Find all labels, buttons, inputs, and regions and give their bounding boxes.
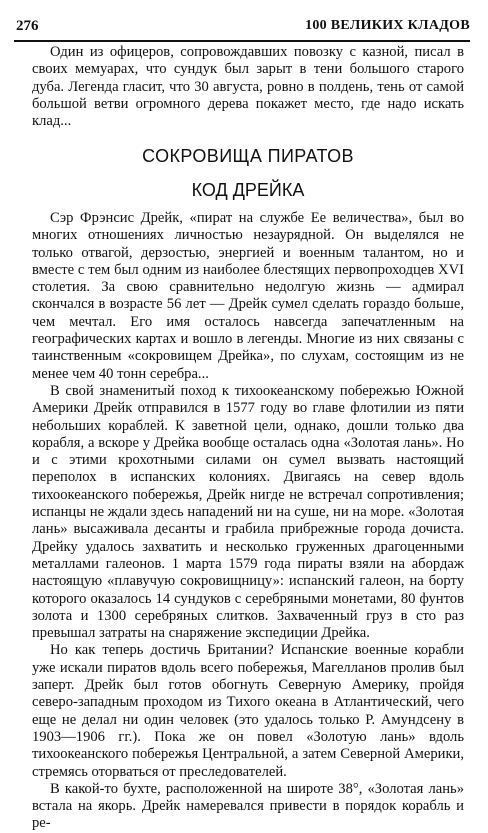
running-header <box>14 18 470 42</box>
paragraph: В какой-то бухте, расположенной на широте 38°, «Золотая лань» встала на якорь. Дрейк намеревался привести в порядок корабль и ре- <box>32 780 464 832</box>
intro-text <box>32 44 464 130</box>
section-subtitle: КОД ДРЕЙКА <box>191 180 305 200</box>
paragraph: Один из офицеров, сопровождавших повозку с казной, писал в своих мемуарах, что сундук был зарыт в тени большого старого дуба. Легенда гласит, что 30 августа, ровно в полдень, тень от самой большой ветви огромного дерева покажет место, где надо искать клад... <box>32 44 464 130</box>
page-number: 276 <box>16 18 39 34</box>
article-text <box>32 210 464 833</box>
book-title: 100 ВЕЛИКИХ КЛАДОВ <box>305 18 470 33</box>
paragraph: Но как теперь достичь Британии? Испанские военные корабли уже искали пиратов вдоль всего побережья, Магелланов пролив был заперт. Дрейк был готов обогнуть Северную Америку, пройдя северо-западным проходом из Тихого океана в Атлантический, чего еще не делал ни один человек (это удалось только Р. Амундсену в 1903—1906 гг.). Пока же он повел «Золотую лань» вдоль тихоокеанского побережья Центральной, а затем Северной Америки, стремясь оторваться от преследователей. <box>32 642 464 780</box>
paragraph: В свой знаменитый поход к тихоокеанскому побережью Южной Америки Дрейк отправился в 1577 году во главе флотилии из пяти небольших кораблей. К заветной цели, однако, дошли только два корабля, а вскоре у Дрейка вообще осталась одна «Золотая лань». Но и с этими крохотными силами он сумел вызвать настоящий переполох в испанских колониях. Двигаясь на север вдоль тихоокеанского побережья, Дрейк нигде не встречал сопротивления; испанцы не ждали здесь нападений ни на суше, ни на море. «Золотая лань» высаживала десанты и грабила прибрежные города дочиста. Дрейку удалось захватить и несколько груженных драгоценными металлами галеонов. 1 марта 1579 года пираты взяли на абордаж настоящую «плавучую сокровищницу»: испанский галеон, на борту которого оказалось 14 сундуков с серебряными монетами, 80 фунтов золота и 1300 серебряных слитков. Захваченный груз в сто раз превышал затраты на снаряжение экспедиции Дрейка. <box>32 382 464 642</box>
section-title: СОКРОВИЩА ПИРАТОВ <box>142 146 354 166</box>
paragraph: Сэр Фрэнсис Дрейк, «пират на службе Ее величества», был во многих отношениях личностью незаурядной. Он выделялся не только отвагой, дерзостью, энергией и военным талантом, но и вместе с тем был одним из наиболее блестящих первопроходцев XVI столетия. За свою сравнительно недолгую жизнь — адмирал скончался в возрасте 56 лет — Дрейк сумел сделать гораздо больше, чем мечтал. Его имя осталось навсегда запечатленным на географических картах и вошло в легенды. Многие из них связаны с таинственным «сокровищем Дрейка», по слухам, состоящим из не менее чем 40 тонн серебра... <box>32 210 464 382</box>
